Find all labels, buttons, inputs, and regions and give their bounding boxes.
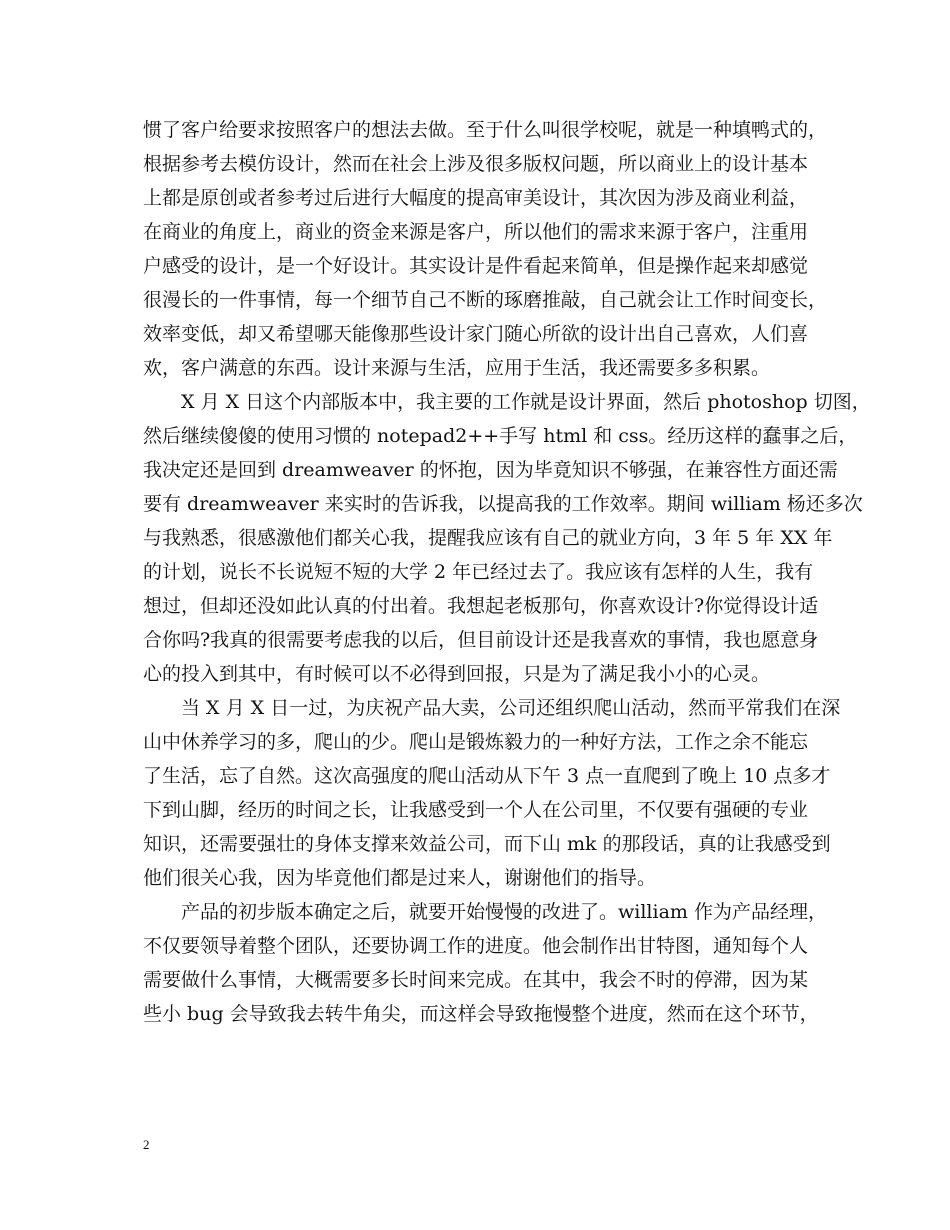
text-line: 很漫长的一件事情，每一个细节自己不断的琢磨推敲，自己就会让工作时间变长， [143, 289, 828, 311]
text-line: 然后继续傻傻的使用习惯的 notepad2++手写 html 和 css。经历这样的蠢事之后， [143, 425, 858, 447]
text-line: 与我熟悉，很感激他们都关心我，提醒我应该有自己的就业方向，3 年 5 年 XX 年 [143, 527, 833, 549]
text-line: 了生活，忘了自然。这次高强度的爬山活动从下午 3 点一直爬到了晚上 10 点多才 [143, 765, 831, 787]
text-line: 的计划，说长不长说短不短的大学 2 年已经过去了。我应该有怎样的人生，我有 [143, 561, 814, 583]
paragraph-1 [143, 113, 828, 385]
text-line: 不仅要领导着整个团队，还要协调工作的进度。他会制作出甘特图，通知每个人 [143, 935, 809, 957]
text-line: 户感受的设计，是一个好设计。其实设计是件看起来简单，但是操作起来却感觉 [143, 255, 809, 277]
text-line: 要有 dreamweaver 来实时的告诉我，以提高我的工作效率。期间 william 杨还多次 [143, 493, 863, 515]
text-line: 当 X 月 X 日一过，为庆祝产品大卖，公司还组织爬山活动，然而平常我们在深 [143, 697, 841, 719]
text-line: 合你吗?我真的很需要考虑我的以后，但目前设计还是我喜欢的事情，我也愿意身 [143, 629, 819, 651]
text-line: 些小 bug 会导致我去转牛角尖，而这样会导致拖慢整个进度，然而在这个环节， [143, 1003, 819, 1025]
text-line: 惯了客户给要求按照客户的想法去做。至于什么叫很学校呢，就是一种填鸭式的， [143, 119, 828, 141]
text-line: X 月 X 日这个内部版本中，我主要的工作就是设计界面，然后 photoshop 切图， [143, 391, 871, 413]
text-line: 知识，还需要强壮的身体支撑来效益公司，而下山 mk 的那段话，真的让我感受到 [143, 833, 831, 855]
text-line: 我决定还是回到 dreamweaver 的怀抱，因为毕竟知识不够强，在兼容性方面还需 [143, 459, 838, 481]
text-line: 产品的初步版本确定之后，就要开始慢慢的改进了。william 作为产品经理， [143, 901, 827, 923]
paragraph-3 [143, 691, 841, 895]
text-line: 欢，客户满意的东西。设计来源与生活，应用于生活，我还需要多多积累。 [143, 357, 771, 379]
paragraph-4 [143, 895, 827, 1031]
text-line: 想过，但却还没如此认真的付出着。我想起老板那句，你喜欢设计?你觉得设计适 [143, 595, 819, 617]
text-line: 山中休养学习的多，爬山的少。爬山是锻炼毅力的一种好方法，工作之余不能忘 [143, 731, 809, 753]
body-text [143, 113, 871, 1031]
page-number: 2 [143, 1137, 150, 1152]
text-line: 根据参考去模仿设计，然而在社会上涉及很多版权问题，所以商业上的设计基本 [143, 153, 809, 175]
text-line: 心的投入到其中，有时候可以不必得到回报，只是为了满足我小小的心灵。 [143, 663, 771, 685]
text-line: 上都是原创或者参考过后进行大幅度的提高审美设计，其次因为涉及商业利益， [143, 187, 809, 209]
text-line: 他们很关心我，因为毕竟他们都是过来人，谢谢他们的指导。 [143, 867, 657, 889]
paragraph-2 [143, 385, 871, 691]
text-line: 需要做什么事情，大概需要多长时间来完成。在其中，我会不时的停滞，因为某 [143, 969, 809, 991]
text-line: 在商业的角度上，商业的资金来源是客户，所以他们的需求来源于客户，注重用 [143, 221, 809, 243]
text-line: 下到山脚，经历的时间之长，让我感受到一个人在公司里，不仅要有强硬的专业 [143, 799, 809, 821]
text-line: 效率变低，却又希望哪天能像那些设计家门随心所欲的设计出自己喜欢，人们喜 [143, 323, 809, 345]
